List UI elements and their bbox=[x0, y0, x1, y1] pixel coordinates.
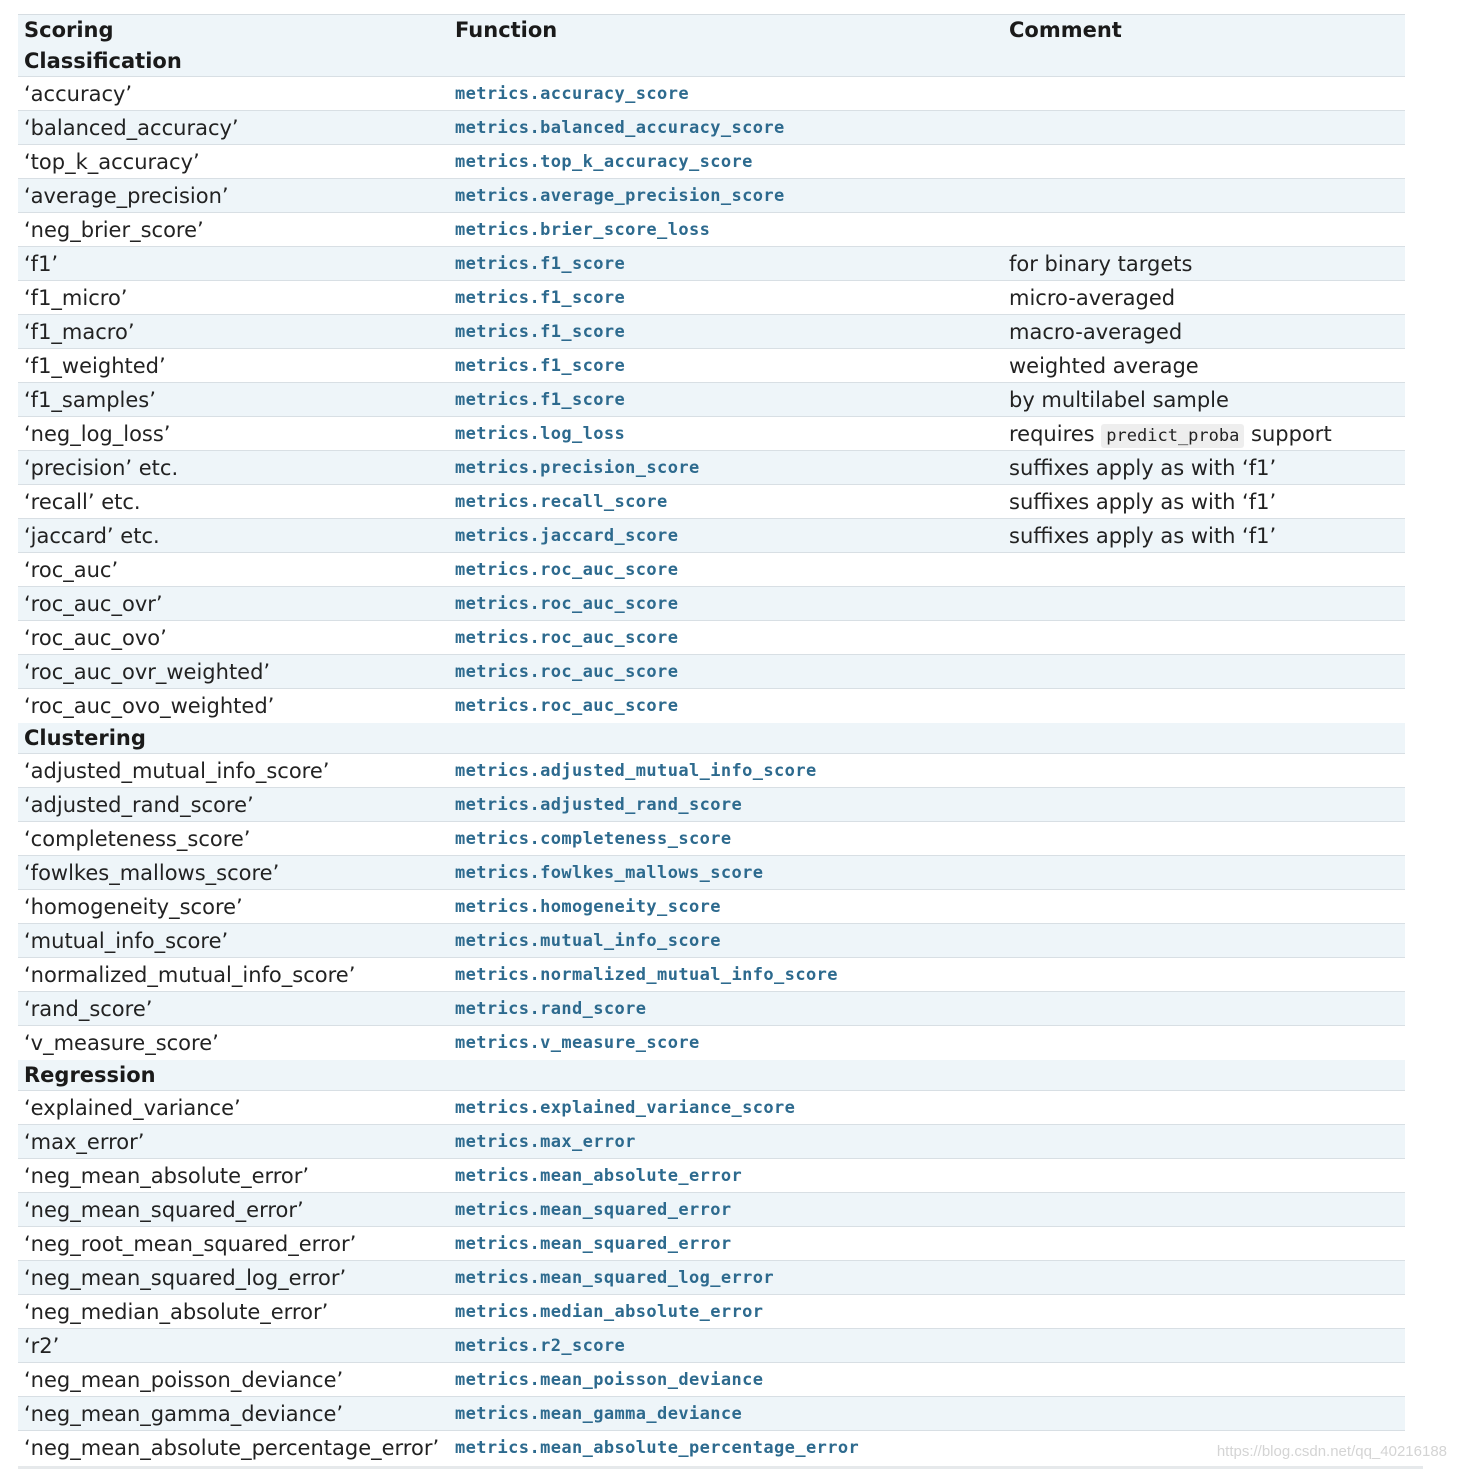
comment-cell bbox=[1003, 1397, 1405, 1431]
comment-cell bbox=[1003, 451, 1405, 485]
function-link[interactable]: metrics.r2_score bbox=[455, 1335, 626, 1356]
function-link[interactable]: metrics.top_k_accuracy_score bbox=[455, 151, 753, 172]
function-link[interactable]: metrics.adjusted_mutual_info_score bbox=[455, 760, 817, 781]
header-comment: Comment bbox=[1009, 18, 1122, 43]
comment-cell bbox=[1003, 1125, 1405, 1159]
scoring-name: ‘max_error’ bbox=[24, 1129, 145, 1154]
scoring-name: ‘explained_variance’ bbox=[24, 1095, 241, 1120]
function-cell bbox=[449, 1295, 1003, 1329]
table-row bbox=[18, 179, 1405, 213]
table-row bbox=[18, 1026, 1405, 1060]
scoring-name: ‘rand_score’ bbox=[24, 996, 153, 1021]
function-cell bbox=[449, 1261, 1003, 1295]
scoring-name: ‘adjusted_mutual_info_score’ bbox=[24, 758, 330, 783]
comment-cell bbox=[1003, 519, 1405, 553]
table-header bbox=[18, 15, 1405, 46]
scoring-name: ‘roc_auc_ovo_weighted’ bbox=[24, 693, 275, 718]
bottom-divider bbox=[18, 1466, 1423, 1469]
scoring-name: ‘top_k_accuracy’ bbox=[24, 149, 200, 174]
scoring-table-container bbox=[18, 14, 1405, 1465]
function-cell bbox=[449, 179, 1003, 213]
scoring-name: ‘fowlkes_mallows_score’ bbox=[24, 860, 280, 885]
table-row bbox=[18, 655, 1405, 689]
function-link[interactable]: metrics.median_absolute_error bbox=[455, 1301, 764, 1322]
function-cell bbox=[449, 754, 1003, 788]
table-row bbox=[18, 1261, 1405, 1295]
function-cell bbox=[449, 451, 1003, 485]
table-row bbox=[18, 1193, 1405, 1227]
function-cell bbox=[449, 924, 1003, 958]
comment-cell bbox=[1003, 553, 1405, 587]
comment-cell bbox=[1003, 992, 1405, 1026]
comment-cell bbox=[1003, 1261, 1405, 1295]
function-link[interactable]: metrics.recall_score bbox=[455, 491, 668, 512]
function-cell bbox=[449, 890, 1003, 924]
group-title: Clustering bbox=[24, 725, 146, 750]
function-link[interactable]: metrics.roc_auc_score bbox=[455, 627, 679, 648]
comment-cell bbox=[1003, 349, 1405, 383]
scoring-name: ‘v_measure_score’ bbox=[24, 1030, 219, 1055]
comment-cell bbox=[1003, 315, 1405, 349]
scoring-name: ‘neg_log_loss’ bbox=[24, 421, 171, 446]
scoring-name: ‘roc_auc’ bbox=[24, 557, 119, 582]
function-cell bbox=[449, 553, 1003, 587]
scoring-name: ‘recall’ etc. bbox=[24, 489, 141, 514]
function-cell bbox=[449, 315, 1003, 349]
comment-cell bbox=[1003, 77, 1405, 111]
table-row bbox=[18, 145, 1405, 179]
function-cell bbox=[449, 1159, 1003, 1193]
comment-cell bbox=[1003, 1193, 1405, 1227]
comment-cell bbox=[1003, 1091, 1405, 1125]
function-link[interactable]: metrics.balanced_accuracy_score bbox=[455, 117, 785, 138]
comment-cell bbox=[1003, 1295, 1405, 1329]
function-link[interactable]: metrics.mean_gamma_deviance bbox=[455, 1403, 743, 1424]
function-cell bbox=[449, 1125, 1003, 1159]
function-link[interactable]: metrics.f1_score bbox=[455, 253, 626, 274]
comment-cell bbox=[1003, 247, 1405, 281]
function-link[interactable]: metrics.max_error bbox=[455, 1131, 636, 1152]
comment-cell bbox=[1003, 417, 1405, 451]
table-row bbox=[18, 1091, 1405, 1125]
function-link[interactable]: metrics.normalized_mutual_info_score bbox=[455, 964, 838, 985]
function-cell bbox=[449, 1193, 1003, 1227]
function-link[interactable]: metrics.mean_squared_error bbox=[455, 1199, 732, 1220]
table-row bbox=[18, 553, 1405, 587]
function-link[interactable]: metrics.homogeneity_score bbox=[455, 896, 721, 917]
comment-cell bbox=[1003, 1329, 1405, 1363]
table-row bbox=[18, 281, 1405, 315]
function-cell bbox=[449, 856, 1003, 890]
comment-cell bbox=[1003, 924, 1405, 958]
function-link[interactable]: metrics.roc_auc_score bbox=[455, 695, 679, 716]
function-link[interactable]: metrics.mean_absolute_percentage_error bbox=[455, 1437, 860, 1458]
comment-text: by multilabel sample bbox=[1009, 387, 1229, 412]
function-cell bbox=[449, 822, 1003, 856]
function-cell bbox=[449, 383, 1003, 417]
table-row bbox=[18, 349, 1405, 383]
comment-text: weighted average bbox=[1009, 353, 1199, 378]
scoring-name: ‘neg_mean_absolute_error’ bbox=[24, 1163, 310, 1188]
table-row bbox=[18, 1329, 1405, 1363]
function-link[interactable]: metrics.roc_auc_score bbox=[455, 661, 679, 682]
scoring-name: ‘homogeneity_score’ bbox=[24, 894, 243, 919]
function-link[interactable]: metrics.roc_auc_score bbox=[455, 593, 679, 614]
function-link[interactable]: metrics.mean_absolute_error bbox=[455, 1165, 743, 1186]
scoring-table bbox=[18, 14, 1405, 1465]
function-cell bbox=[449, 621, 1003, 655]
table-body bbox=[18, 46, 1405, 1465]
scoring-name: ‘neg_mean_poisson_deviance’ bbox=[24, 1367, 344, 1392]
function-link[interactable]: metrics.f1_score bbox=[455, 321, 626, 342]
table-row bbox=[18, 1431, 1405, 1465]
table-row bbox=[18, 77, 1405, 111]
function-cell bbox=[449, 1329, 1003, 1363]
table-row bbox=[18, 924, 1405, 958]
comment-text: suffixes apply as with ‘f1’ bbox=[1009, 523, 1277, 548]
group-title: Regression bbox=[24, 1062, 156, 1087]
comment-cell bbox=[1003, 621, 1405, 655]
comment-cell bbox=[1003, 111, 1405, 145]
function-cell bbox=[449, 587, 1003, 621]
group-row-clustering bbox=[18, 723, 1405, 754]
scoring-name: ‘neg_brier_score’ bbox=[24, 217, 204, 242]
scoring-name: ‘f1_weighted’ bbox=[24, 353, 166, 378]
table-row bbox=[18, 856, 1405, 890]
table-row bbox=[18, 1397, 1405, 1431]
function-cell bbox=[449, 247, 1003, 281]
table-row bbox=[18, 451, 1405, 485]
scoring-name: ‘roc_auc_ovr’ bbox=[24, 591, 163, 616]
comment-cell bbox=[1003, 1363, 1405, 1397]
function-cell bbox=[449, 1091, 1003, 1125]
comment-cell bbox=[1003, 655, 1405, 689]
comment-cell bbox=[1003, 890, 1405, 924]
comment-cell bbox=[1003, 485, 1405, 519]
table-row bbox=[18, 1227, 1405, 1261]
comment-text: suffixes apply as with ‘f1’ bbox=[1009, 455, 1277, 480]
function-cell bbox=[449, 958, 1003, 992]
function-link[interactable]: metrics.mean_squared_error bbox=[455, 1233, 732, 1254]
function-cell bbox=[449, 992, 1003, 1026]
scoring-name: ‘precision’ etc. bbox=[24, 455, 179, 480]
scoring-name: ‘average_precision’ bbox=[24, 183, 229, 208]
scoring-name: ‘f1_samples’ bbox=[24, 387, 156, 412]
function-cell bbox=[449, 519, 1003, 553]
function-link[interactable]: metrics.v_measure_score bbox=[455, 1032, 700, 1053]
table-row bbox=[18, 213, 1405, 247]
comment-text: requires bbox=[1009, 421, 1095, 446]
table-row bbox=[18, 788, 1405, 822]
header-row bbox=[18, 15, 1405, 46]
group-row-classification bbox=[18, 46, 1405, 77]
function-cell bbox=[449, 1397, 1003, 1431]
function-cell bbox=[449, 417, 1003, 451]
table-row bbox=[18, 519, 1405, 553]
comment-cell bbox=[1003, 1159, 1405, 1193]
scoring-name: ‘f1_micro’ bbox=[24, 285, 128, 310]
table-row bbox=[18, 587, 1405, 621]
comment-text: suffixes apply as with ‘f1’ bbox=[1009, 489, 1277, 514]
scoring-name: ‘neg_mean_squared_error’ bbox=[24, 1197, 304, 1222]
function-cell bbox=[449, 281, 1003, 315]
table-row bbox=[18, 890, 1405, 924]
comment-cell bbox=[1003, 1026, 1405, 1060]
header-scoring: Scoring bbox=[24, 18, 114, 43]
function-link[interactable]: metrics.adjusted_rand_score bbox=[455, 794, 743, 815]
table-row bbox=[18, 417, 1405, 451]
function-cell bbox=[449, 1026, 1003, 1060]
function-link[interactable]: metrics.accuracy_score bbox=[455, 83, 689, 104]
comment-cell bbox=[1003, 689, 1405, 723]
scoring-name: ‘r2’ bbox=[24, 1333, 60, 1358]
scoring-name: ‘normalized_mutual_info_score’ bbox=[24, 962, 356, 987]
scoring-name: ‘f1_macro’ bbox=[24, 319, 135, 344]
table-row bbox=[18, 1363, 1405, 1397]
function-link[interactable]: metrics.fowlkes_mallows_score bbox=[455, 862, 764, 883]
scoring-name: ‘neg_mean_gamma_deviance’ bbox=[24, 1401, 344, 1426]
function-link[interactable]: metrics.jaccard_score bbox=[455, 525, 679, 546]
scoring-name: ‘neg_root_mean_squared_error’ bbox=[24, 1231, 357, 1256]
function-link[interactable]: metrics.roc_auc_score bbox=[455, 559, 679, 580]
function-link[interactable]: metrics.average_precision_score bbox=[455, 185, 785, 206]
function-cell bbox=[449, 788, 1003, 822]
comment-cell bbox=[1003, 213, 1405, 247]
function-link[interactable]: metrics.rand_score bbox=[455, 998, 647, 1019]
function-cell bbox=[449, 349, 1003, 383]
watermark: https://blog.csdn.net/qq_40216188 bbox=[1216, 1443, 1447, 1460]
scoring-name: ‘jaccard’ etc. bbox=[24, 523, 160, 548]
function-cell bbox=[449, 213, 1003, 247]
table-row bbox=[18, 958, 1405, 992]
scoring-name: ‘balanced_accuracy’ bbox=[24, 115, 239, 140]
function-link[interactable]: metrics.f1_score bbox=[455, 355, 626, 376]
table-row bbox=[18, 315, 1405, 349]
scoring-name: ‘f1’ bbox=[24, 251, 59, 276]
function-link[interactable]: metrics.precision_score bbox=[455, 457, 700, 478]
comment-cell bbox=[1003, 856, 1405, 890]
scoring-name: ‘accuracy’ bbox=[24, 81, 133, 106]
scoring-name: ‘neg_mean_absolute_percentage_error’ bbox=[24, 1435, 440, 1460]
comment-cell bbox=[1003, 822, 1405, 856]
comment-cell bbox=[1003, 1227, 1405, 1261]
function-link[interactable]: metrics.mean_poisson_deviance bbox=[455, 1369, 764, 1390]
function-cell bbox=[449, 1431, 1003, 1465]
scoring-name: ‘roc_auc_ovr_weighted’ bbox=[24, 659, 271, 684]
function-link[interactable]: metrics.brier_score_loss bbox=[455, 219, 711, 240]
function-link[interactable]: metrics.f1_score bbox=[455, 389, 626, 410]
function-cell bbox=[449, 111, 1003, 145]
comment-text: macro-averaged bbox=[1009, 319, 1183, 344]
table-row bbox=[18, 1295, 1405, 1329]
comment-cell bbox=[1003, 754, 1405, 788]
function-cell bbox=[449, 689, 1003, 723]
scoring-name: ‘neg_median_absolute_error’ bbox=[24, 1299, 329, 1324]
table-row bbox=[18, 383, 1405, 417]
function-cell bbox=[449, 1227, 1003, 1261]
comment-cell bbox=[1003, 958, 1405, 992]
scoring-name: ‘neg_mean_squared_log_error’ bbox=[24, 1265, 347, 1290]
function-link[interactable]: metrics.explained_variance_score bbox=[455, 1097, 796, 1118]
comment-text-after: support bbox=[1251, 421, 1332, 446]
table-row bbox=[18, 1159, 1405, 1193]
table-row bbox=[18, 689, 1405, 723]
function-link[interactable]: metrics.log_loss bbox=[455, 423, 626, 444]
scoring-name: ‘roc_auc_ovo’ bbox=[24, 625, 167, 650]
group-title: Classification bbox=[24, 48, 182, 73]
comment-cell bbox=[1003, 788, 1405, 822]
table-row bbox=[18, 822, 1405, 856]
table-row bbox=[18, 621, 1405, 655]
function-cell bbox=[449, 77, 1003, 111]
table-row bbox=[18, 992, 1405, 1026]
scoring-name: ‘mutual_info_score’ bbox=[24, 928, 229, 953]
table-row bbox=[18, 247, 1405, 281]
table-row bbox=[18, 485, 1405, 519]
comment-text: micro-averaged bbox=[1009, 285, 1176, 310]
scoring-name: ‘adjusted_rand_score’ bbox=[24, 792, 254, 817]
comment-text: for binary targets bbox=[1009, 251, 1193, 276]
function-link[interactable]: metrics.mean_squared_log_error bbox=[455, 1267, 775, 1288]
function-link[interactable]: metrics.f1_score bbox=[455, 287, 626, 308]
table-row bbox=[18, 111, 1405, 145]
function-cell bbox=[449, 145, 1003, 179]
comment-cell bbox=[1003, 179, 1405, 213]
inline-code: predict_proba bbox=[1101, 424, 1244, 448]
scoring-name: ‘completeness_score’ bbox=[24, 826, 251, 851]
comment-cell bbox=[1003, 383, 1405, 417]
comment-cell bbox=[1003, 587, 1405, 621]
comment-cell bbox=[1003, 281, 1405, 315]
function-cell bbox=[449, 655, 1003, 689]
function-cell bbox=[449, 1363, 1003, 1397]
comment-cell bbox=[1003, 145, 1405, 179]
function-link[interactable]: metrics.mutual_info_score bbox=[455, 930, 721, 951]
header-function: Function bbox=[455, 18, 558, 43]
table-row bbox=[18, 754, 1405, 788]
function-cell bbox=[449, 485, 1003, 519]
table-row bbox=[18, 1125, 1405, 1159]
group-row-regression bbox=[18, 1060, 1405, 1091]
function-link[interactable]: metrics.completeness_score bbox=[455, 828, 732, 849]
